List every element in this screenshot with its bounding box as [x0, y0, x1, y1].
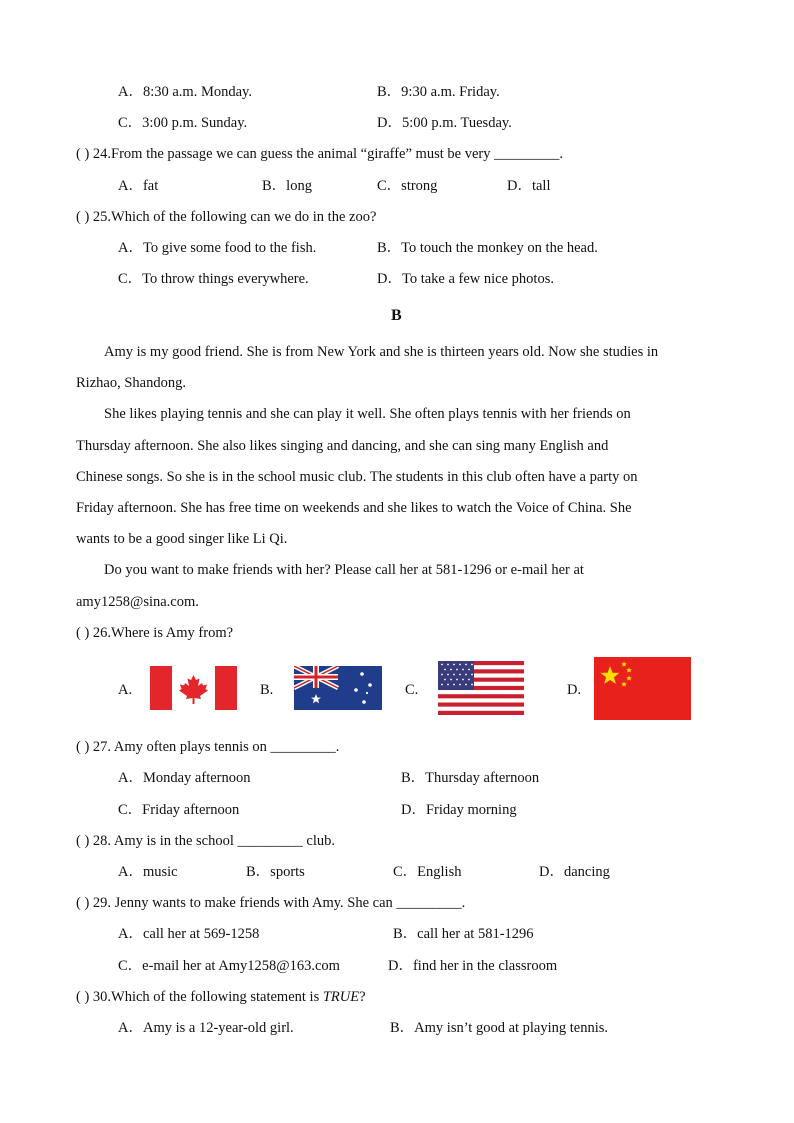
usa-flag-icon — [438, 661, 524, 715]
q29-option-b: B．call her at 581-1296 — [393, 926, 534, 942]
q30-stem-emphasis: TRUE — [322, 989, 360, 1005]
q26-stem: ( ) 26.Where is Amy from? — [76, 625, 234, 641]
canada-flag-icon — [150, 666, 237, 710]
q24-option-b: B．long — [262, 178, 312, 194]
passage-line-3: She likes playing tennis and she can play it well. She often plays tennis with her friends on — [104, 406, 631, 422]
passage-line-8: Do you want to make friends with her? Please call her at 581-1296 or e-mail her at — [104, 562, 584, 578]
q27-option-a: A．Monday afternoon — [118, 770, 251, 786]
q27-option-c: C．Friday afternoon — [118, 802, 240, 818]
q26-label-d: D. — [567, 682, 582, 698]
q25-option-c: C．To throw things everywhere. — [118, 271, 309, 287]
q23-option-a: A．8:30 a.m. Monday. — [118, 84, 252, 100]
q28-option-a: A．music — [118, 864, 178, 880]
australia-flag-icon — [294, 666, 382, 710]
passage-line-6: Friday afternoon. She has free time on weekends and she likes to watch the Voice of China. She — [76, 500, 632, 516]
q23-option-b: B．9:30 a.m. Friday. — [377, 84, 500, 100]
q23-option-d: D．5:00 p.m. Tuesday. — [377, 115, 512, 131]
passage-line-5: Chinese songs. So she is in the school music club. The students in this club often have a party on — [76, 469, 638, 485]
q25-stem: ( ) 25.Which of the following can we do in the zoo? — [76, 209, 377, 225]
q28-option-d: D．dancing — [539, 864, 610, 880]
passage-line-4: Thursday afternoon. She also likes singing and dancing, and she can sing many English and — [76, 438, 609, 454]
q24-option-c: C．strong — [377, 178, 438, 194]
q28-option-b: B．sports — [246, 864, 305, 880]
section-b-heading: B — [391, 307, 402, 324]
q27-option-b: B．Thursday afternoon — [401, 770, 540, 786]
passage-line-1: Amy is my good friend. She is from New York and she is thirteen years old. Now she studies in — [104, 344, 659, 360]
q26-label-c: C. — [405, 682, 419, 698]
q30-option-b: B．Amy isn’t good at playing tennis. — [390, 1020, 609, 1036]
q23-option-c: C．3:00 p.m. Sunday. — [118, 115, 248, 131]
passage-line-2: Rizhao, Shandong. — [76, 375, 186, 391]
q24-stem: ( ) 24.From the passage we can guess the animal “giraffe” must be very _________. — [76, 146, 563, 162]
passage-line-7: wants to be a good singer like Li Qi. — [76, 531, 288, 547]
q26-label-b: B. — [260, 682, 274, 698]
q29-option-c: C．e-mail her at Amy1258@163.com — [118, 958, 340, 974]
q25-option-d: D．To take a few nice photos. — [377, 271, 554, 287]
q30-option-a: A．Amy is a 12-year-old girl. — [118, 1020, 294, 1036]
q25-option-b: B．To touch the monkey on the head. — [377, 240, 598, 256]
q29-option-a: A．call her at 569-1258 — [118, 926, 260, 942]
q30-stem — [76, 988, 366, 1006]
q28-stem: ( ) 28. Amy is in the school _________ club. — [76, 833, 335, 849]
q26-label-a: A. — [118, 682, 133, 698]
q28-option-c: C．English — [393, 864, 462, 880]
china-flag-icon — [594, 657, 691, 720]
passage-line-9: amy1258@sina.com. — [76, 594, 199, 610]
q25-option-a: A．To give some food to the fish. — [118, 240, 317, 256]
q24-option-d: D．tall — [507, 178, 551, 194]
q29-option-d: D．find her in the classroom — [388, 958, 558, 974]
q29-stem: ( ) 29. Jenny wants to make friends with Amy. She can _________. — [76, 895, 466, 911]
q24-option-a: A．fat — [118, 178, 159, 194]
q30-stem-end: ? — [359, 989, 366, 1005]
q27-option-d: D．Friday morning — [401, 802, 517, 818]
q30-stem-text: ( ) 30.Which of the following statement is — [76, 989, 323, 1005]
q27-stem: ( ) 27. Amy often plays tennis on _________. — [76, 739, 340, 755]
